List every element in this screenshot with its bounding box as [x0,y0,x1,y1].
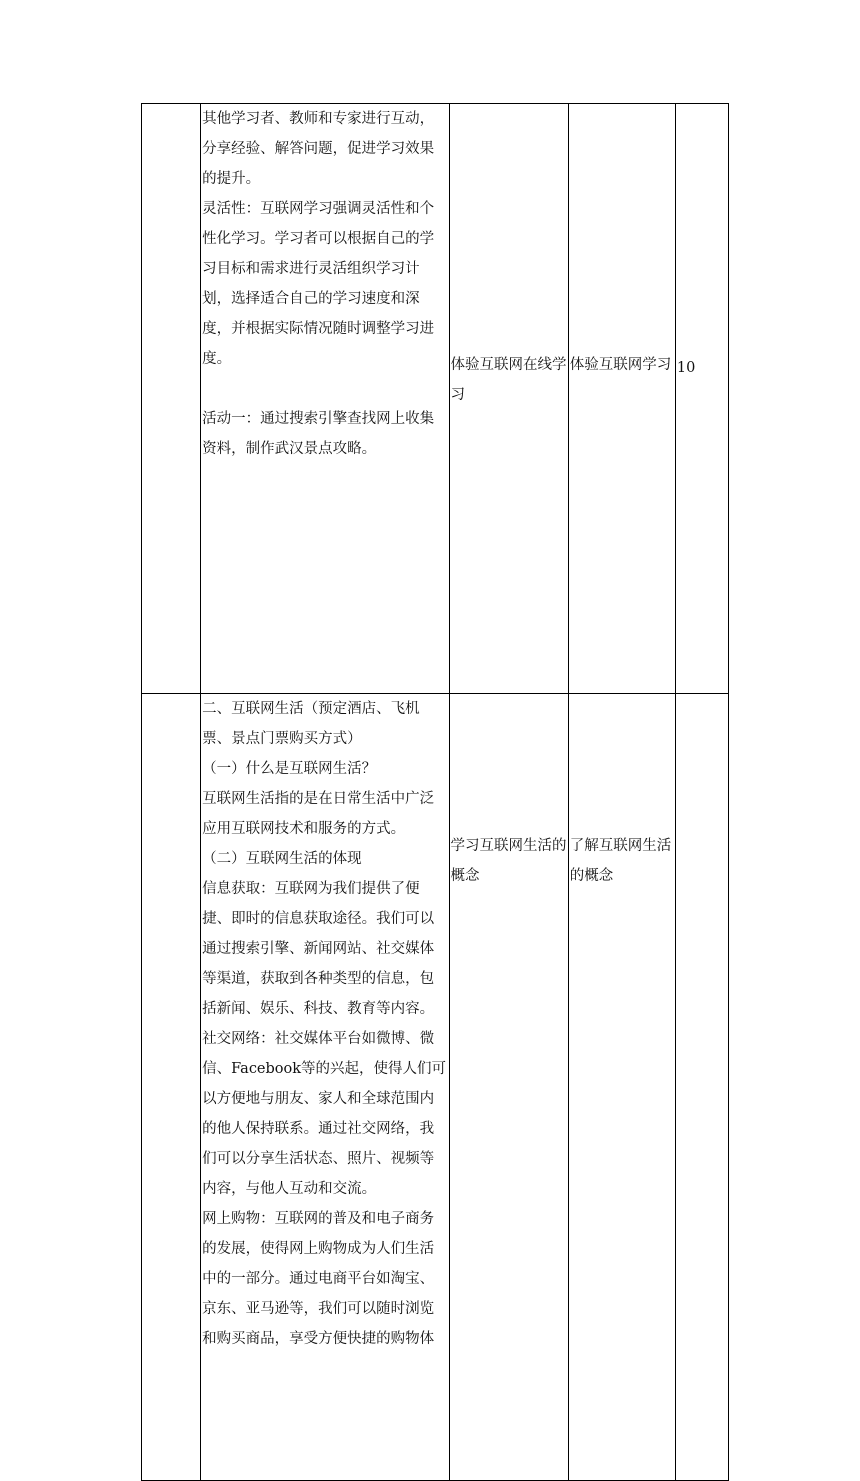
blank-line [202,374,448,404]
content-paragraph: 灵活性：互联网学习强调灵活性和个性化学习。学习者可以根据自己的学习目标和需求进行灵活组织学习计划，选择适合自己的学习速度和深度，并根据实际情况随时调整学习进度。 [202,201,435,367]
subsection-heading: （一）什么是互联网生活？ [202,761,377,777]
activity-paragraph: 活动一：通过搜索引擎查找网上收集资料，制作武汉景点攻略。 [202,411,435,457]
time-text: 10 [676,360,696,376]
design-intent-cell [568,104,675,694]
content-paragraph: 其他学习者、教师和专家进行互动，分享经验、解答问题，促进学习效果的提升。 [202,111,435,187]
time-cell [675,104,728,694]
stage-cell [142,104,201,694]
design-intent-cell [568,694,675,1481]
student-activity-cell [449,104,568,694]
content-paragraph: 网上购物：互联网的普及和电子商务的发展，使得网上购物成为人们生活中的一部分。通过电商平台如淘宝、京东、亚马逊等，我们可以随时浏览和购买商品，享受方便快捷的购物体 [202,1211,435,1347]
stage-cell [142,694,201,1481]
design-intent-text: 体验互联网学习 [569,357,672,373]
content-paragraph: 社交网络：社交媒体平台如微博、微信、Facebook等的兴起，使得人们可以方便地与朋友、家人和全球范围内的他人保持联系。通过社交网络，我们可以分享生活状态、照片、视频等内容，与他人互动和交流。 [202,1031,447,1197]
student-activity-text: 体验互联网在线学习 [450,357,567,403]
lesson-plan-table [141,103,729,1481]
table-row [142,104,729,694]
student-activity-cell [449,694,568,1481]
content-cell [201,104,449,694]
subsection-heading: （二）互联网生活的体现 [202,851,362,867]
content-paragraph: 互联网生活指的是在日常生活中广泛应用互联网技术和服务的方式。 [202,791,435,837]
section-heading: 二、互联网生活（预定酒店、飞机票、景点门票购买方式） [202,701,420,747]
time-cell [675,694,728,1481]
student-activity-text: 学习互联网生活的概念 [450,838,567,884]
content-paragraph: 信息获取：互联网为我们提供了便捷、即时的信息获取途径。我们可以通过搜索引擎、新闻网站、社交媒体等渠道，获取到各种类型的信息，包括新闻、娱乐、科技、教育等内容。 [202,881,435,1017]
content-cell [201,694,449,1481]
design-intent-text: 了解互联网生活的概念 [569,838,672,884]
table-row [142,694,729,1481]
